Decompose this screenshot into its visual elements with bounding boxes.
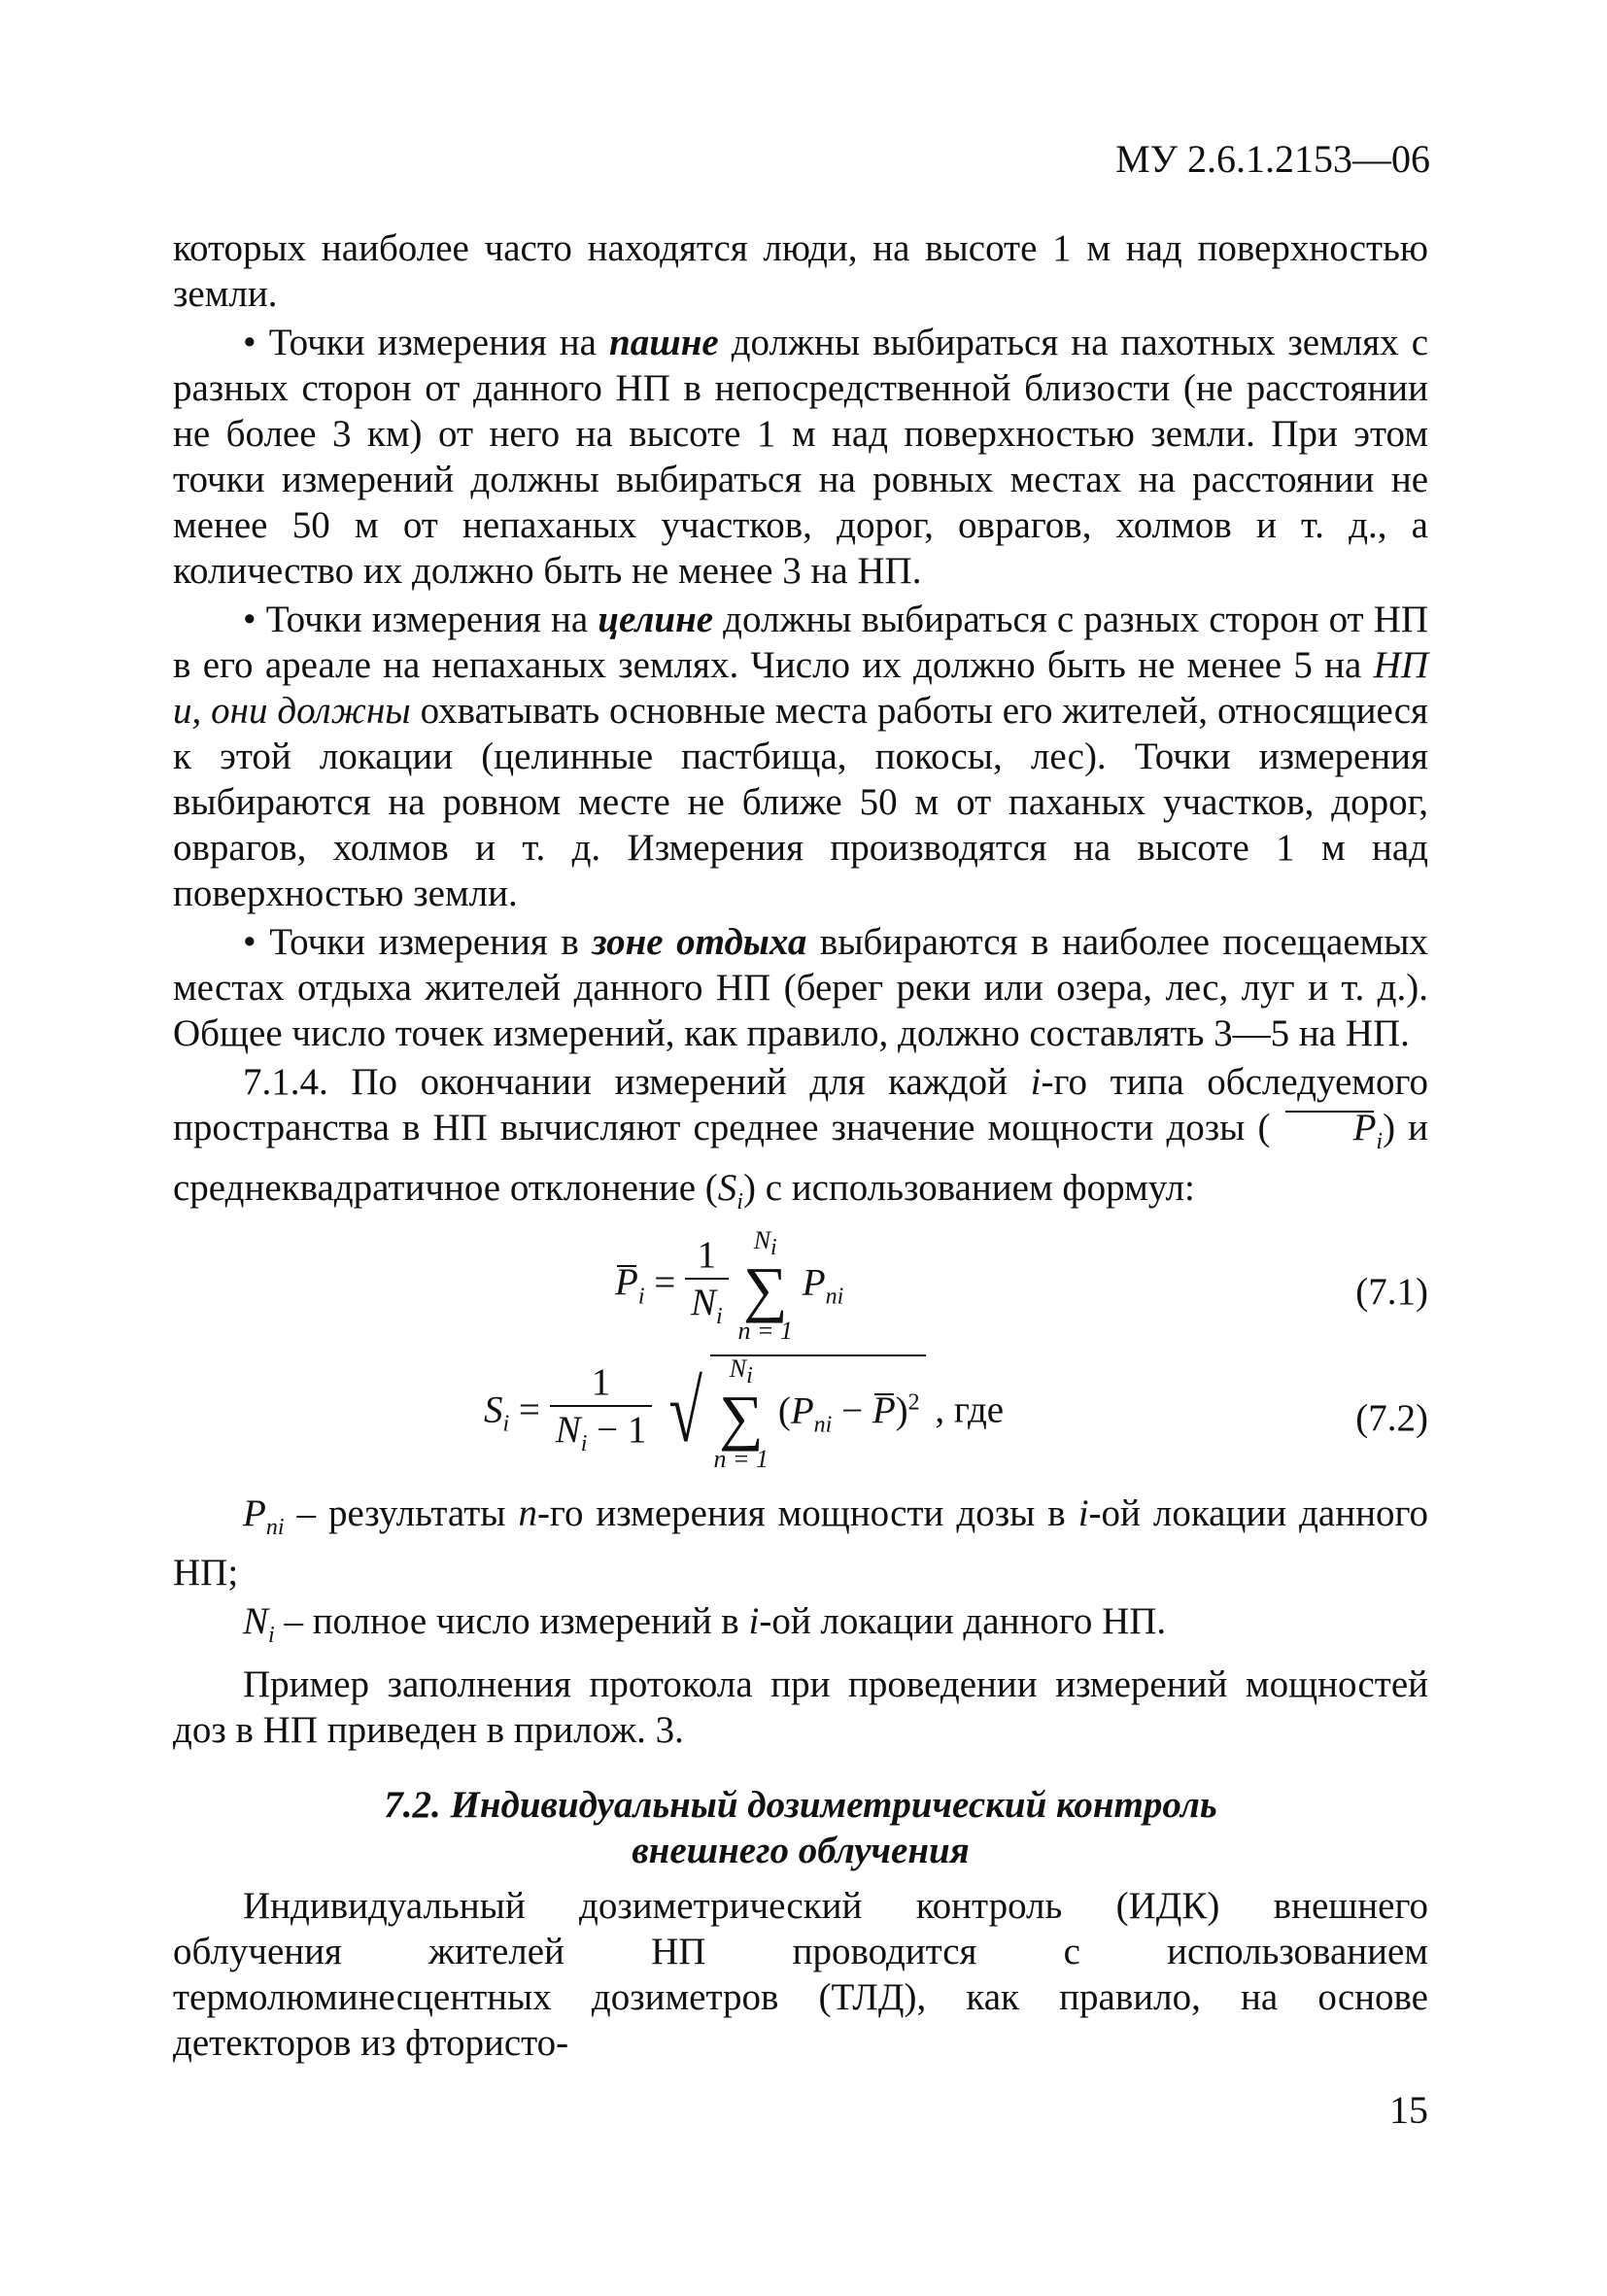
sum-lower: n = 1 (737, 1316, 793, 1345)
sum-operator (737, 1225, 793, 1345)
bullet-icon: • (243, 322, 256, 363)
radicand (710, 1354, 926, 1472)
formula-7-2 (173, 1354, 1428, 1491)
document-code: МУ 2.6.1.2153—06 (1115, 137, 1430, 181)
def-text: -ой локации данного НП; (173, 1491, 1429, 1594)
bullet-term: целине (598, 599, 714, 640)
section-heading-7-2 (173, 1782, 1428, 1873)
den-symbol: N (691, 1281, 717, 1323)
den-rest: − 1 (597, 1408, 647, 1451)
index-symbol: i (1030, 1061, 1042, 1103)
index-symbol: i (1077, 1491, 1089, 1534)
minus-sign: − (841, 1389, 864, 1432)
bullet-virgin-land (173, 597, 1428, 916)
page-number: 15 (1389, 2088, 1428, 2132)
page-body (173, 225, 1428, 2069)
mean-symbol: P (872, 1389, 896, 1432)
equation-number: (7.2) (1355, 1396, 1428, 1439)
def-text: – результаты (296, 1491, 506, 1534)
def-text: -ой локации данного НП. (759, 1600, 1167, 1643)
subscript: i (502, 1410, 510, 1436)
item-7-1-4 (173, 1059, 1428, 1225)
bullet-prefix: Точки измерения в (269, 921, 579, 963)
item-text: -го типа обследуемого пространства в НП вычисляют среднее значение мощности дозы ( (173, 1061, 1429, 1148)
sum-upper-symbol: N (729, 1354, 747, 1383)
bullet-prefix: Точки измерения на (268, 322, 597, 363)
item-text: 7.1.4. По окончании измерений для каждой (243, 1061, 1008, 1103)
denominator (550, 1405, 653, 1467)
subscript: i (736, 1188, 743, 1215)
equals-sign: = (518, 1388, 540, 1431)
sum-upper-symbol: N (753, 1225, 771, 1254)
subscript: i (580, 1430, 588, 1456)
subscript: ni (265, 1514, 285, 1540)
fraction (550, 1359, 653, 1467)
example-paragraph: Пример заполнения протокола при проведении измерений мощностей доз в НП приведен в прилож. 3. (173, 1663, 1428, 1752)
std-symbol: S (717, 1166, 737, 1209)
formula-lhs: P (615, 1261, 638, 1304)
def-symbol: N (243, 1600, 269, 1643)
equation-number: (7.1) (1355, 1270, 1428, 1313)
denominator (685, 1278, 729, 1340)
bullet-text: выбираются в наиболее посещаемых местах отдыха жителей данного НП (берег реки или озера, лес, луг и т. д.). Общее число точек измерений, как правило, должно составлять 3—5 на НП. (173, 921, 1429, 1054)
bullet-text: охватывать основные места работы его жителей, относящиеся к этой локации (целинные пастбища, покосы, лес). Точки измерения выбираются на ровном месте не ближе 50 м от паханых участков, дорог, оврагов, холмов и т. д. Измерения производятся на высоте 1 м над поверхностью земли. (173, 690, 1428, 914)
mean-symbol: P (1283, 1105, 1377, 1150)
bullet-term: зоне отдыха (592, 921, 807, 963)
heading-line: 7.2. Индивидуальный дозиметрический контроль (384, 1784, 1217, 1827)
superscript: 2 (907, 1389, 920, 1416)
bullet-icon: • (243, 921, 256, 963)
def-symbol: P (243, 1491, 266, 1534)
formula-tail: , где (935, 1388, 1005, 1431)
fraction (685, 1232, 729, 1340)
formula-lhs: S (484, 1388, 503, 1431)
subscript: ni (825, 1283, 844, 1309)
heading-line: внешнего облучения (632, 1830, 970, 1872)
bullet-recreation-zone (173, 919, 1428, 1056)
summand: P (790, 1389, 814, 1432)
definition-ni (173, 1598, 1428, 1659)
bullet-text: должны выбираться на пахотных землях с разных сторон от данного НП в непосредственной близости (не расстоянии не более 3 км) от него на высоте 1 м над поверхностью земли. При этом точки измерений должны выбираться на ровных местах на расстоянии не менее 50 м от непаханых участков, дорог, оврагов, холмов и т. д., а количество их должно быть не менее 3 на НП. (173, 322, 1429, 592)
bullet-icon: • (243, 599, 256, 640)
bullet-prefix: Точки измерения на (265, 599, 589, 640)
subscript: i (637, 1283, 645, 1309)
item-text: ) и среднеквадратичное отклонение ( (173, 1107, 1429, 1209)
equals-sign: = (654, 1261, 676, 1304)
paren: ) (895, 1389, 908, 1432)
index-symbol: i (748, 1600, 760, 1643)
def-text: -го измерения мощности дозы в (536, 1491, 1066, 1534)
bullet-text: должны выбираться с разных сторон от НП в его ареале на непаханых землях. Число их должно быть не менее 5 на (173, 599, 1429, 686)
subscript: i (716, 1303, 723, 1329)
sigma-icon: ∑ (718, 1382, 764, 1452)
sigma-icon: ∑ (742, 1253, 788, 1323)
index-symbol: n (518, 1491, 537, 1534)
definition-pni (173, 1491, 1428, 1596)
square-root-icon: √ (668, 1364, 703, 1461)
formula-7-1 (173, 1225, 1428, 1354)
summand: P (802, 1261, 826, 1304)
bullet-text-italic: НП и, они должны (173, 644, 1429, 732)
final-paragraph: Индивидуальный дозиметрический контроль (ИДК) внешнего облучения жителей НП проводится с использованием термолюминесцентных дозиметров (ТЛД), как правило, на основе детекторов из фтористо- (173, 1885, 1428, 2065)
item-text: ) с использованием формул: (742, 1166, 1195, 1209)
bullet-term: пашне (609, 322, 719, 363)
continued-paragraph: которых наиболее часто находятся люди, на высоте 1 м над поверхностью земли. (173, 227, 1428, 315)
bullet-arable-land (173, 320, 1428, 594)
subscript: i (770, 1234, 777, 1260)
subscript: i (1376, 1128, 1384, 1154)
numerator: 1 (591, 1360, 611, 1403)
subscript: i (268, 1623, 275, 1649)
def-text: – полное число измерений в (284, 1600, 739, 1643)
sum-lower: n = 1 (713, 1444, 769, 1473)
subscript: i (746, 1362, 753, 1388)
paren: ( (777, 1389, 791, 1432)
sum-operator (714, 1356, 769, 1472)
den-symbol: N (555, 1408, 581, 1451)
numerator: 1 (697, 1233, 717, 1276)
subscript: ni (813, 1411, 833, 1437)
